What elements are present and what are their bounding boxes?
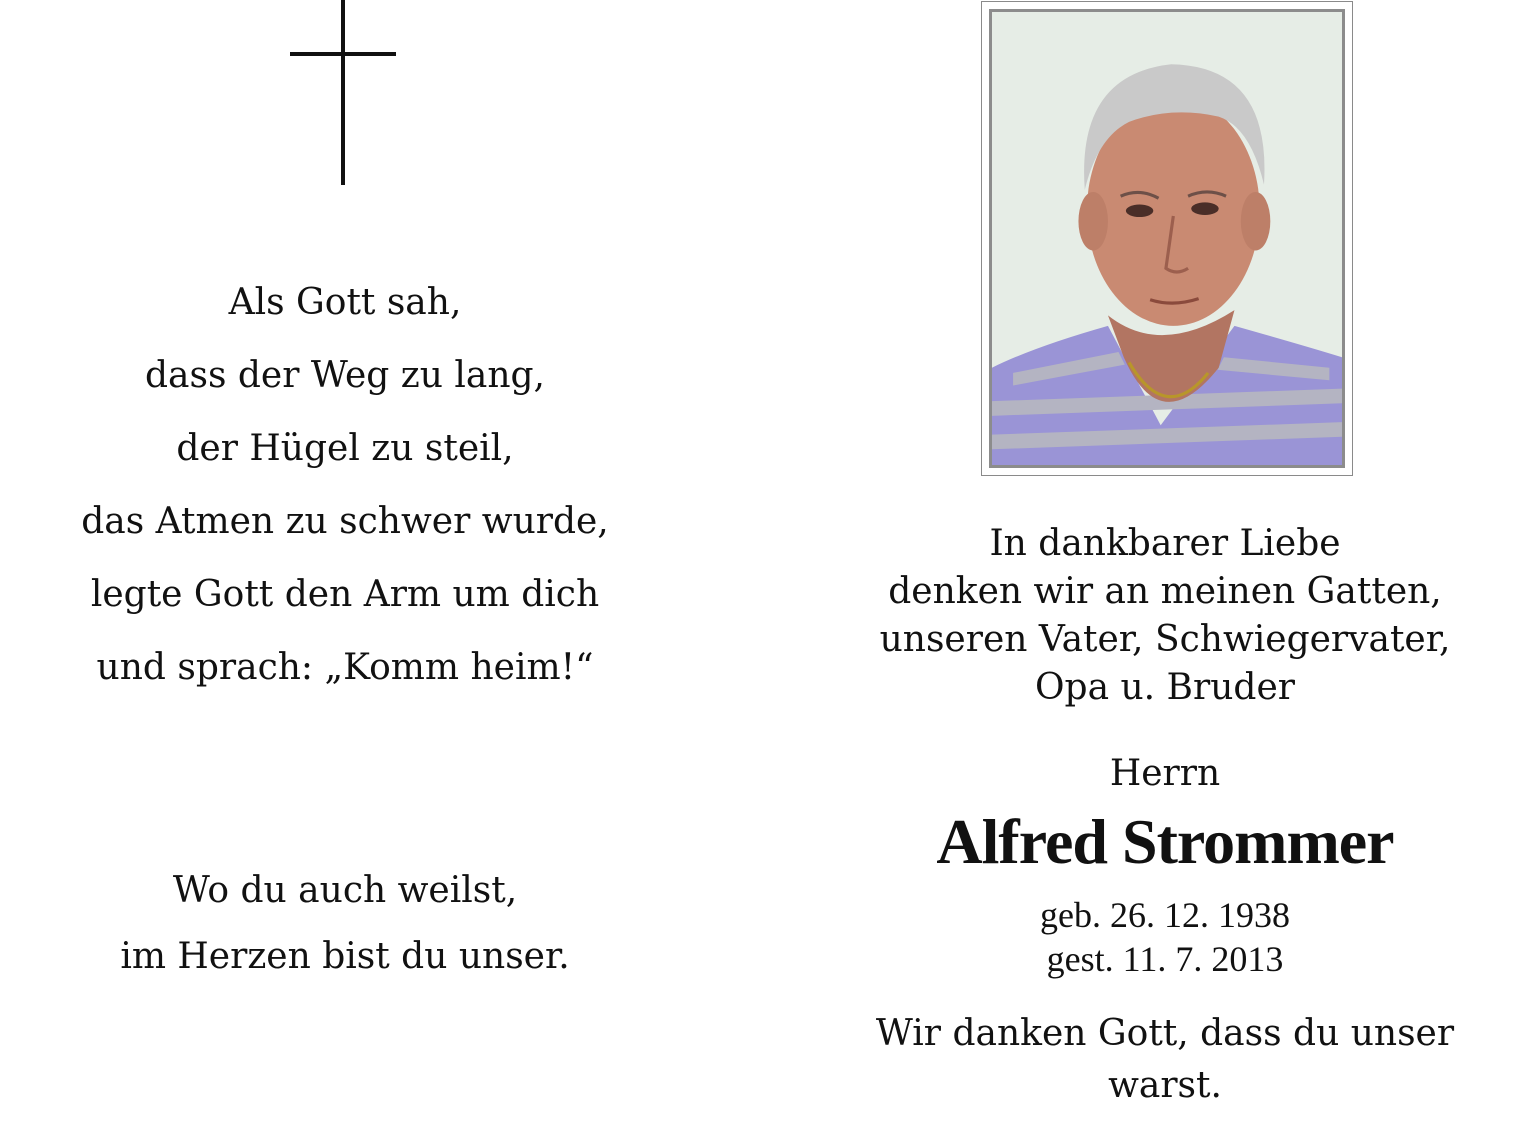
poem-line: dass der Weg zu lang, xyxy=(144,355,545,396)
dedication-line: unseren Vater, Schwiegervater, xyxy=(879,619,1451,660)
closing-line: im Herzen bist du unser. xyxy=(120,936,570,977)
dedication xyxy=(830,520,1500,712)
closing-line: Wo du auch weilst, xyxy=(172,870,518,911)
death-date: gest. 11. 7. 2013 xyxy=(1046,939,1284,979)
portrait-frame xyxy=(981,1,1353,476)
poem xyxy=(40,266,650,704)
dedication-line: denken wir an meinen Gatten, xyxy=(888,571,1442,612)
life-dates xyxy=(830,893,1500,981)
portrait-illustration xyxy=(992,12,1342,465)
deceased-name: Alfred Strommer xyxy=(936,806,1394,877)
poem-line: Als Gott sah, xyxy=(228,282,462,323)
poem-line: legte Gott den Arm um dich xyxy=(90,574,600,615)
poem-line: und sprach: „Komm heim!“ xyxy=(96,647,594,688)
poem-line: der Hügel zu steil, xyxy=(176,428,514,469)
closing-verse xyxy=(40,858,650,990)
poem-line: das Atmen zu schwer wurde, xyxy=(81,501,609,542)
birth-date: geb. 26. 12. 1938 xyxy=(1040,895,1290,935)
portrait-photo-icon xyxy=(992,12,1342,465)
dedication-line: Opa u. Bruder xyxy=(1035,667,1295,708)
honorific: Herrn xyxy=(1109,753,1221,794)
thanks-line: Wir danken Gott, dass du unser warst. xyxy=(875,1013,1455,1106)
dedication-line: In dankbarer Liebe xyxy=(989,523,1341,564)
cross-icon xyxy=(290,0,396,185)
